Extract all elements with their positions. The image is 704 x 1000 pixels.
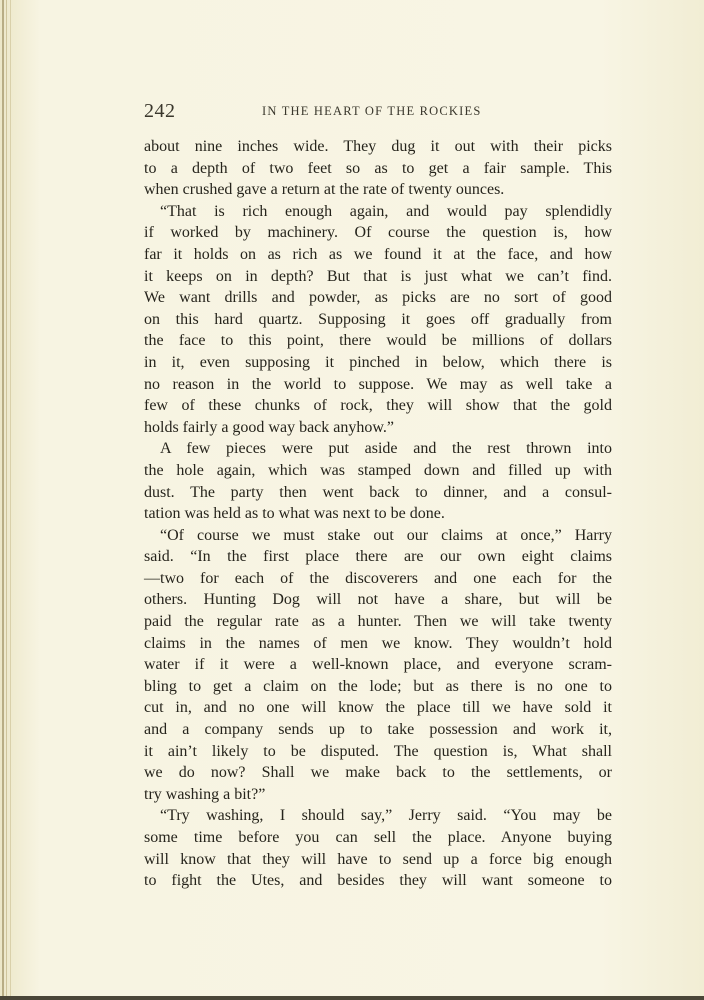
text-line: We want drills and powder, as picks are no sort of good (144, 289, 612, 307)
text-line: it keeps on in depth? But that is just what we can’t find. (144, 267, 612, 285)
text-line: to a depth of two feet so as to get a fair sample. This (144, 159, 612, 177)
body-text (144, 136, 612, 892)
text-line: “That is rich enough again, and would pay splendidly (160, 202, 612, 220)
text-line: water if it were a well-known place, and everyone scram- (144, 656, 612, 674)
text-line: about nine inches wide. They dug it out with their picks (144, 138, 612, 155)
text-line: the face to this point, there would be millions of dollars (144, 332, 612, 350)
text-line: in it, even supposing it pinched in below, which there is (144, 353, 612, 371)
running-head: IN THE HEART OF THE ROCKIES (262, 104, 482, 118)
gutter-line (10, 0, 11, 1000)
text-line: cut in, and no one will know the place till we have sold it (144, 699, 612, 717)
text-line: dust. The party then went back to dinner, and a consul- (144, 483, 612, 501)
text-line: tation was held as to what was next to be done. (144, 505, 445, 523)
text-line: if worked by machinery. Of course the question is, how (144, 224, 612, 242)
text-line: we do now? Shall we make back to the settlements, or (144, 764, 612, 782)
text-line: paid the regular rate as a hunter. Then we will take twenty (144, 613, 612, 631)
text-line: A few pieces were put aside and the rest thrown into (160, 440, 612, 458)
text-line: and a company sends up to take possession and work it, (144, 721, 612, 739)
text-line: “Try washing, I should say,” Jerry said. “You may be (160, 807, 612, 825)
text-line: on this hard quartz. Supposing it goes off gradually from (144, 310, 612, 328)
gutter-line (2, 0, 4, 1000)
page-header (144, 100, 612, 122)
text-line: to fight the Utes, and besides they will want someone to (144, 872, 612, 890)
text-line: far it holds on as rich as we found it at the face, and how (144, 245, 612, 263)
text-line: bling to get a claim on the lode; but as there is no one to (144, 677, 612, 695)
page-number: 242 (144, 100, 176, 122)
text-line: others. Hunting Dog will not have a share, but will be (144, 591, 612, 609)
text-line: it ain’t likely to be disputed. The question is, What shall (144, 742, 612, 760)
page-bottom-edge (0, 996, 704, 1000)
text-line: some time before you can sell the place. Anyone buying (144, 829, 612, 846)
text-line: few of these chunks of rock, they will show that the gold (144, 397, 612, 415)
text-line: no reason in the world to suppose. We may as well take a (144, 375, 612, 393)
text-line: holds fairly a good way back anyhow.” (144, 418, 394, 436)
page-gutter-edge (0, 0, 14, 1000)
text-line: said. “In the first place there are our own eight claims (144, 548, 612, 566)
text-line: “Of course we must stake out our claims at once,” Harry (160, 526, 612, 544)
text-line: the hole again, which was stamped down and filled up with (144, 461, 612, 479)
text-line: will know that they will have to send up a force big enough (144, 850, 612, 868)
text-line: —two for each of the discoverers and one each for the (144, 569, 612, 587)
gutter-line (6, 0, 7, 1000)
text-line: try washing a bit?” (144, 785, 266, 803)
text-line: when crushed gave a return at the rate of twenty ounces. (144, 181, 505, 199)
text-line: claims in the names of men we know. They wouldn’t hold (144, 634, 612, 652)
